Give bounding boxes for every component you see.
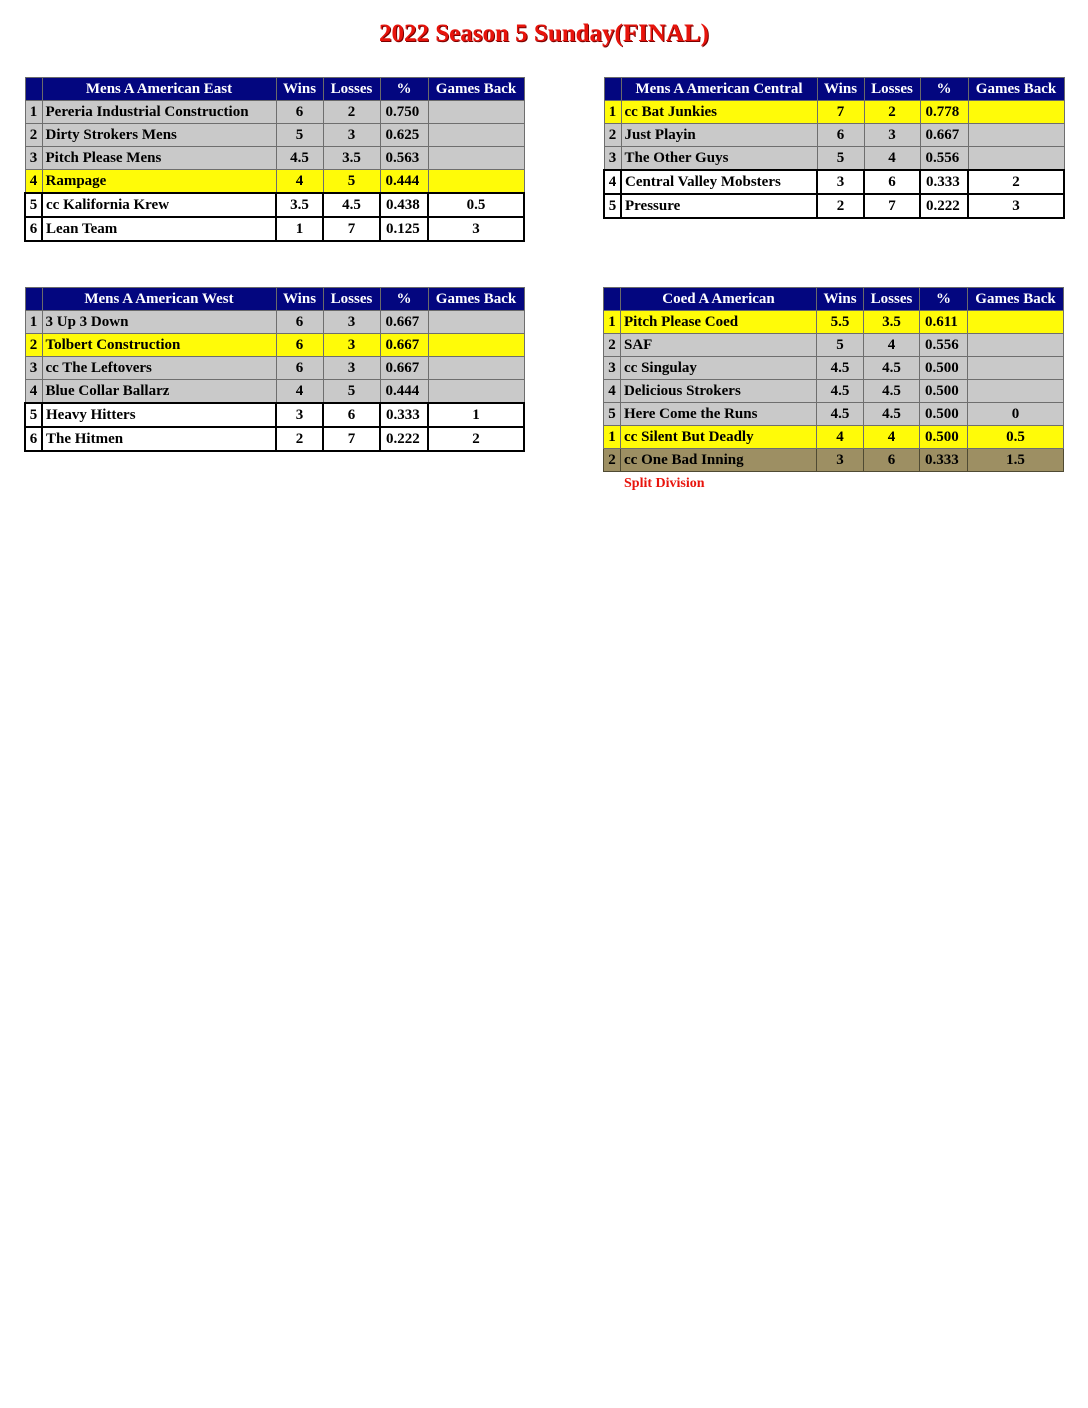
- team-name-cell: cc Kalifornia Krew: [42, 193, 276, 217]
- pct-cell: 0.500: [920, 357, 968, 380]
- rank-header: [25, 288, 42, 311]
- pct-cell: 0.333: [380, 403, 428, 427]
- team-name-cell: Lean Team: [42, 217, 276, 241]
- games-back-cell: [428, 357, 524, 380]
- table-row: [25, 403, 524, 427]
- losses-cell: 3: [864, 124, 920, 147]
- table-row: [604, 357, 1064, 380]
- wins-cell: 3: [817, 170, 864, 194]
- losses-header: Losses: [323, 288, 380, 311]
- pct-cell: 0.778: [920, 101, 968, 124]
- table-header-row: [25, 288, 524, 311]
- losses-cell: 4.5: [864, 403, 920, 426]
- games-back-cell: [428, 380, 524, 404]
- pct-cell: 0.125: [380, 217, 428, 241]
- standings-table-mens-a-american-central: [603, 77, 1065, 219]
- rank-cell: 4: [604, 380, 621, 403]
- team-name-cell: cc Bat Junkies: [621, 101, 817, 124]
- rank-cell: 4: [25, 170, 42, 194]
- table-row: [604, 311, 1064, 334]
- rank-cell: 6: [25, 427, 42, 451]
- team-name-cell: Rampage: [42, 170, 276, 194]
- division-name: Mens A American West: [42, 288, 276, 311]
- wins-cell: 1: [276, 217, 323, 241]
- rank-cell: 5: [25, 193, 42, 217]
- table-row: [25, 311, 524, 334]
- pct-cell: 0.222: [380, 427, 428, 451]
- table-row: [604, 124, 1064, 147]
- rank-cell: 2: [25, 334, 42, 357]
- rank-cell: 3: [604, 147, 621, 171]
- wins-header: Wins: [276, 78, 323, 101]
- wins-cell: 4.5: [817, 357, 864, 380]
- wins-cell: 2: [817, 194, 864, 218]
- rank-cell: 2: [25, 124, 42, 147]
- wins-cell: 3.5: [276, 193, 323, 217]
- wins-cell: 5: [276, 124, 323, 147]
- rank-cell: 2: [604, 449, 621, 472]
- pct-cell: 0.667: [380, 357, 428, 380]
- losses-cell: 3: [323, 124, 380, 147]
- pct-cell: 0.500: [920, 426, 968, 449]
- pct-cell: 0.667: [920, 124, 968, 147]
- division-name: Mens A American Central: [621, 78, 817, 101]
- games-back-cell: [968, 147, 1064, 171]
- wins-cell: 5.5: [817, 311, 864, 334]
- games-back-cell: 0.5: [968, 426, 1064, 449]
- division-name: Coed A American: [621, 288, 817, 311]
- pct-cell: 0.222: [920, 194, 968, 218]
- team-name-cell: cc Singulay: [621, 357, 817, 380]
- table-row: [604, 147, 1064, 171]
- games-back-cell: [428, 147, 524, 170]
- losses-cell: 6: [323, 403, 380, 427]
- table-header-row: [25, 78, 524, 101]
- team-name-cell: Pereria Industrial Construction: [42, 101, 276, 124]
- wins-cell: 5: [817, 334, 864, 357]
- team-name-cell: cc The Leftovers: [42, 357, 276, 380]
- pct-header: %: [920, 78, 968, 101]
- losses-cell: 2: [864, 101, 920, 124]
- pct-header: %: [380, 78, 428, 101]
- pct-cell: 0.444: [380, 380, 428, 404]
- games-back-header: Games Back: [428, 78, 524, 101]
- games-back-cell: [428, 124, 524, 147]
- wins-cell: 3: [276, 403, 323, 427]
- table-row: [25, 334, 524, 357]
- rank-cell: 1: [604, 426, 621, 449]
- wins-cell: 6: [276, 311, 323, 334]
- losses-cell: 4.5: [323, 193, 380, 217]
- team-name-cell: Pressure: [621, 194, 817, 218]
- standings-table-mens-a-american-east: [24, 77, 525, 242]
- losses-cell: 5: [323, 380, 380, 404]
- table-row: [604, 403, 1064, 426]
- wins-cell: 4.5: [817, 403, 864, 426]
- pct-header: %: [380, 288, 428, 311]
- wins-cell: 2: [276, 427, 323, 451]
- rank-cell: 4: [604, 170, 621, 194]
- table-row: [25, 380, 524, 404]
- pct-cell: 0.750: [380, 101, 428, 124]
- team-name-cell: Pitch Please Coed: [621, 311, 817, 334]
- team-name-cell: Blue Collar Ballarz: [42, 380, 276, 404]
- team-name-cell: The Other Guys: [621, 147, 817, 171]
- games-back-cell: 0.5: [428, 193, 524, 217]
- pct-cell: 0.667: [380, 311, 428, 334]
- wins-cell: 4.5: [817, 380, 864, 403]
- pct-cell: 0.563: [380, 147, 428, 170]
- pct-cell: 0.333: [920, 449, 968, 472]
- rank-cell: 2: [604, 124, 621, 147]
- losses-cell: 4.5: [864, 357, 920, 380]
- rank-cell: 3: [604, 357, 621, 380]
- losses-cell: 4.5: [864, 380, 920, 403]
- games-back-cell: [428, 101, 524, 124]
- rank-cell: 2: [604, 334, 621, 357]
- losses-cell: 3: [323, 334, 380, 357]
- games-back-header: Games Back: [968, 78, 1064, 101]
- table-row: [25, 101, 524, 124]
- wins-cell: 3: [817, 449, 864, 472]
- team-name-cell: Dirty Strokers Mens: [42, 124, 276, 147]
- table-row: [604, 101, 1064, 124]
- table-row: [25, 147, 524, 170]
- rank-cell: 5: [25, 403, 42, 427]
- team-name-cell: Central Valley Mobsters: [621, 170, 817, 194]
- wins-cell: 4.5: [276, 147, 323, 170]
- table-row: [604, 170, 1064, 194]
- team-name-cell: SAF: [621, 334, 817, 357]
- rank-header: [604, 78, 621, 101]
- rank-cell: 5: [604, 194, 621, 218]
- wins-cell: 7: [817, 101, 864, 124]
- team-name-cell: cc Silent But Deadly: [621, 426, 817, 449]
- table-row: [25, 357, 524, 380]
- pct-cell: 0.556: [920, 147, 968, 171]
- games-back-cell: [968, 334, 1064, 357]
- wins-cell: 6: [276, 334, 323, 357]
- table-row: [604, 334, 1064, 357]
- losses-cell: 3.5: [864, 311, 920, 334]
- pct-cell: 0.611: [920, 311, 968, 334]
- team-name-cell: Heavy Hitters: [42, 403, 276, 427]
- wins-cell: 4: [817, 426, 864, 449]
- table-row: [604, 194, 1064, 218]
- games-back-header: Games Back: [428, 288, 524, 311]
- losses-cell: 4: [864, 426, 920, 449]
- rank-cell: 1: [604, 311, 621, 334]
- losses-cell: 3: [323, 311, 380, 334]
- table-row: [25, 124, 524, 147]
- wins-cell: 4: [276, 170, 323, 194]
- pct-cell: 0.500: [920, 380, 968, 403]
- losses-cell: 6: [864, 170, 920, 194]
- table-header-row: [604, 78, 1064, 101]
- wins-cell: 6: [276, 101, 323, 124]
- table-row: [25, 170, 524, 194]
- rank-cell: 1: [25, 311, 42, 334]
- games-back-cell: [968, 124, 1064, 147]
- rank-cell: 6: [25, 217, 42, 241]
- games-back-cell: 2: [968, 170, 1064, 194]
- team-name-cell: Just Playin: [621, 124, 817, 147]
- standings-table-coed-a-american: [603, 287, 1064, 472]
- rank-header: [25, 78, 42, 101]
- pct-cell: 0.500: [920, 403, 968, 426]
- wins-cell: 6: [276, 357, 323, 380]
- losses-header: Losses: [323, 78, 380, 101]
- table-row: [25, 193, 524, 217]
- table-row: [604, 426, 1064, 449]
- losses-cell: 4: [864, 334, 920, 357]
- wins-header: Wins: [817, 288, 864, 311]
- games-back-cell: [968, 380, 1064, 403]
- pct-cell: 0.444: [380, 170, 428, 194]
- table-row: [604, 449, 1064, 472]
- pct-cell: 0.438: [380, 193, 428, 217]
- games-back-cell: [428, 170, 524, 194]
- division-name: Mens A American East: [42, 78, 276, 101]
- games-back-cell: 3: [968, 194, 1064, 218]
- pct-header: %: [920, 288, 968, 311]
- table-header-row: [604, 288, 1064, 311]
- pct-cell: 0.333: [920, 170, 968, 194]
- losses-header: Losses: [864, 288, 920, 311]
- losses-cell: 6: [864, 449, 920, 472]
- games-back-cell: 3: [428, 217, 524, 241]
- wins-header: Wins: [276, 288, 323, 311]
- games-back-cell: [968, 357, 1064, 380]
- losses-cell: 3: [323, 357, 380, 380]
- rank-header: [604, 288, 621, 311]
- team-name-cell: cc One Bad Inning: [621, 449, 817, 472]
- rank-cell: 4: [25, 380, 42, 404]
- losses-cell: 7: [864, 194, 920, 218]
- team-name-cell: Delicious Strokers: [621, 380, 817, 403]
- wins-cell: 4: [276, 380, 323, 404]
- wins-cell: 5: [817, 147, 864, 171]
- rank-cell: 3: [25, 357, 42, 380]
- team-name-cell: The Hitmen: [42, 427, 276, 451]
- games-back-header: Games Back: [968, 288, 1064, 311]
- losses-cell: 7: [323, 217, 380, 241]
- losses-cell: 4: [864, 147, 920, 171]
- standings-table-mens-a-american-west: [24, 287, 525, 452]
- team-name-cell: Tolbert Construction: [42, 334, 276, 357]
- table-row: [25, 427, 524, 451]
- wins-cell: 6: [817, 124, 864, 147]
- games-back-cell: 1: [428, 403, 524, 427]
- team-name-cell: Here Come the Runs: [621, 403, 817, 426]
- pct-cell: 0.625: [380, 124, 428, 147]
- losses-cell: 5: [323, 170, 380, 194]
- games-back-cell: 1.5: [968, 449, 1064, 472]
- games-back-cell: [968, 311, 1064, 334]
- pct-cell: 0.556: [920, 334, 968, 357]
- rank-cell: 1: [604, 101, 621, 124]
- games-back-cell: 0: [968, 403, 1064, 426]
- rank-cell: 3: [25, 147, 42, 170]
- table-row: [604, 380, 1064, 403]
- losses-cell: 2: [323, 101, 380, 124]
- losses-header: Losses: [864, 78, 920, 101]
- split-division-note: Split Division: [624, 476, 705, 491]
- games-back-cell: [428, 334, 524, 357]
- games-back-cell: [428, 311, 524, 334]
- table-row: [25, 217, 524, 241]
- losses-cell: 7: [323, 427, 380, 451]
- rank-cell: 5: [604, 403, 621, 426]
- games-back-cell: 2: [428, 427, 524, 451]
- pct-cell: 0.667: [380, 334, 428, 357]
- losses-cell: 3.5: [323, 147, 380, 170]
- wins-header: Wins: [817, 78, 864, 101]
- team-name-cell: Pitch Please Mens: [42, 147, 276, 170]
- page-title: 2022 Season 5 Sunday(FINAL): [379, 20, 709, 47]
- games-back-cell: [968, 101, 1064, 124]
- team-name-cell: 3 Up 3 Down: [42, 311, 276, 334]
- rank-cell: 1: [25, 101, 42, 124]
